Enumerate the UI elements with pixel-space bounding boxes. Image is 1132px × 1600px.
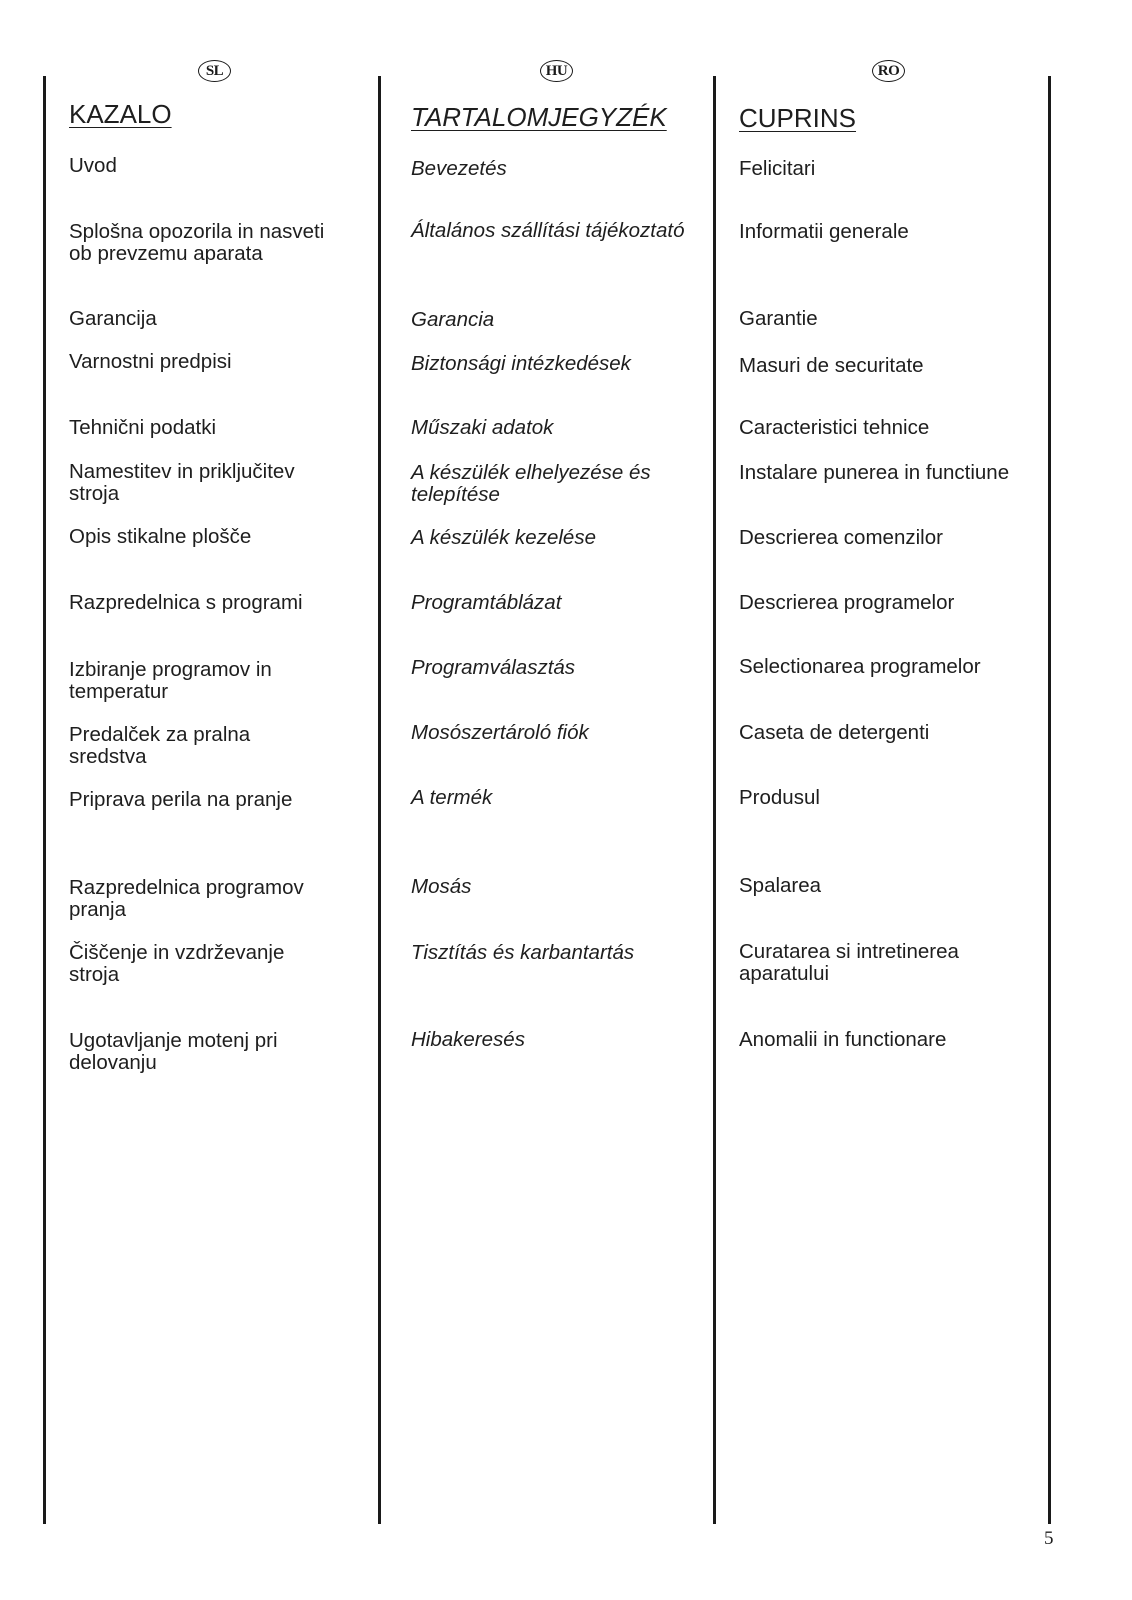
language-badge-hu: HU <box>540 60 573 82</box>
toc-entry: Caracteristici tehnice <box>739 416 930 439</box>
toc-entry: Biztonsági intézkedések <box>411 352 631 375</box>
column-rule-left <box>43 76 46 1524</box>
toc-entry: Curatarea si intretinerea aparatului <box>739 940 959 985</box>
toc-entry: Razpredelnica programov pranja <box>69 876 304 921</box>
toc-entry: A termék <box>411 786 493 809</box>
language-badge-sl: SL <box>198 60 231 82</box>
toc-entry: Garancia <box>411 308 495 331</box>
toc-entry: Uvod <box>69 154 117 177</box>
toc-entry: Razpredelnica s programi <box>69 591 303 614</box>
toc-entry: Informatii generale <box>739 220 909 243</box>
toc-entry: Ugotavljanje motenj pri delovanju <box>69 1029 278 1074</box>
toc-entry: Descrierea comenzilor <box>739 526 943 549</box>
toc-entry: Selectionarea programelor <box>739 655 981 678</box>
toc-entry: Mosószertároló fiók <box>411 721 589 744</box>
column-rule-2 <box>378 76 381 1524</box>
toc-entry: Varnostni predpisi <box>69 350 232 373</box>
toc-entry: A készülék elhelyezése és telepítése <box>411 461 651 506</box>
language-badge-ro: RO <box>872 60 905 82</box>
toc-entry: Masuri de securitate <box>739 354 924 377</box>
toc-entry: Spalarea <box>739 874 822 897</box>
toc-entry: Instalare punerea in functiune <box>739 461 1010 484</box>
toc-entry: Hibakeresés <box>411 1028 525 1051</box>
toc-entry: Tehnični podatki <box>69 416 217 439</box>
toc-entry: Caseta de detergenti <box>739 721 930 744</box>
toc-entry: Namestitev in priključitev stroja <box>69 460 295 505</box>
toc-entry: Programtáblázat <box>411 591 562 614</box>
toc-entry: Splošna opozorila in nasveti ob prevzemu aparata <box>69 220 325 265</box>
toc-entry: Predalček za pralna sredstva <box>69 723 251 768</box>
toc-entry: Descrierea programelor <box>739 591 955 614</box>
toc-entry: Tisztítás és karbantartás <box>411 941 635 964</box>
toc-entry: Mosás <box>411 875 472 898</box>
toc-entry: A készülék kezelése <box>411 526 596 549</box>
toc-entry: Anomalii in functionare <box>739 1028 947 1051</box>
toc-entry: Izbiranje programov in temperatur <box>69 658 272 703</box>
toc-entry: Garantie <box>739 307 818 330</box>
column-rule-3 <box>713 76 716 1524</box>
toc-entry: Garancija <box>69 307 157 330</box>
toc-entry: Opis stikalne plošče <box>69 525 252 548</box>
toc-entry: Programválasztás <box>411 656 576 679</box>
toc-entry: Bevezetés <box>411 157 507 180</box>
column-title-sl: KAZALO <box>69 99 172 129</box>
toc-entry: Felicitari <box>739 157 816 180</box>
toc-entry: Műszaki adatok <box>411 416 554 439</box>
column-title-ro: CUPRINS <box>739 103 857 133</box>
toc-entry: Čiščenje in vzdrževanje stroja <box>69 941 285 986</box>
page-number: 5 <box>1044 1528 1054 1549</box>
toc-entry: Produsul <box>739 786 820 809</box>
toc-entry: Priprava perila na pranje <box>69 788 293 811</box>
column-title-hu: TARTALOMJEGYZÉK <box>411 102 667 132</box>
toc-entry: Általános szállítási tájékoztató <box>411 219 685 242</box>
